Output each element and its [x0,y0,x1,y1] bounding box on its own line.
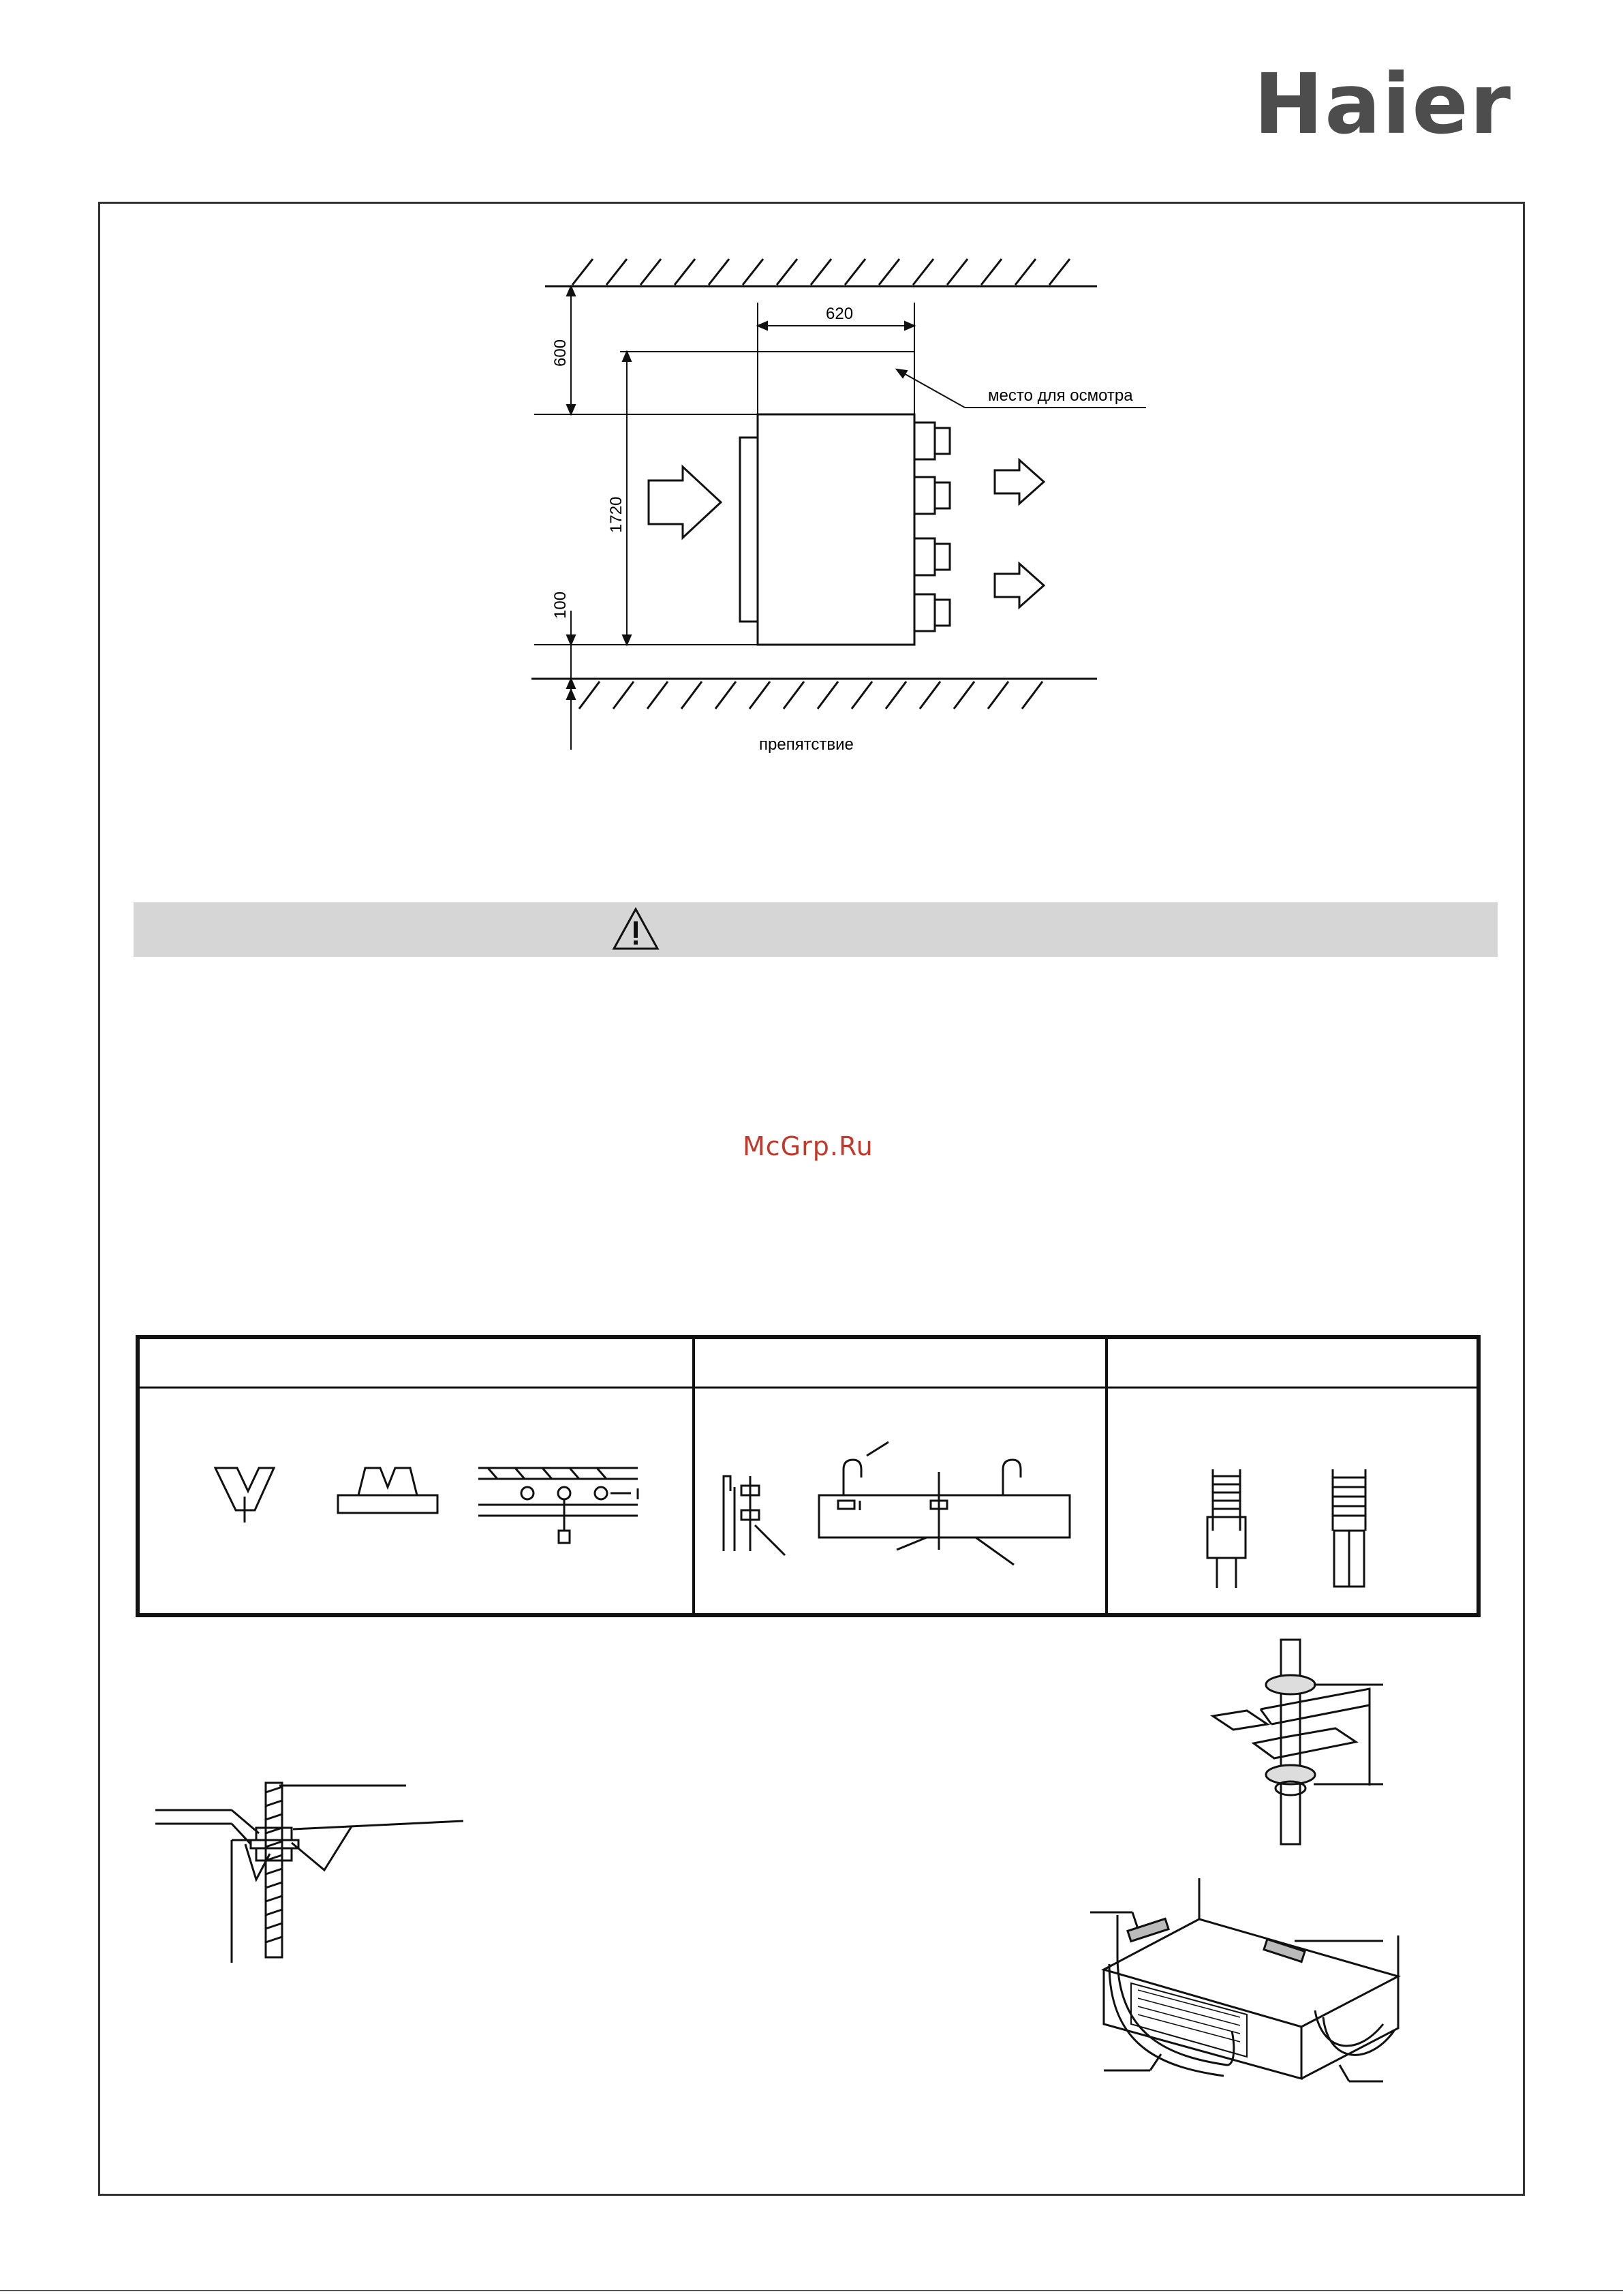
hanger-bolt-detail [136,1772,477,1983]
service-space-label: место для осмотра [988,386,1133,405]
ceiling-hatch [545,259,1097,286]
unit-installation-drawing [1090,1874,1404,2133]
duct-connectors [914,423,950,631]
bracket-detail [1199,1629,1404,1861]
dimension-bottom-label: 100 [551,591,570,619]
air-inlet-arrow-icon [649,467,721,538]
concrete-insert-drawings [215,1468,638,1543]
unit-filter-panel [740,438,758,622]
anchor-bolt-drawings [1207,1469,1365,1588]
air-outlet-arrow-icon [995,460,1044,504]
clearance-diagram [518,245,1186,763]
haier-logo: Haier [1254,56,1513,153]
floor-hatch [531,679,1097,709]
dimension-bottom [534,611,620,750]
dimension-height-label: 1720 [607,496,625,533]
warning-triangle-icon [612,906,660,951]
unit-body [758,414,914,645]
page-footer-rule [0,2290,1623,2291]
dimension-width-label: 620 [826,305,854,323]
mounting-methods-table [134,1333,1485,1619]
dimension-top-label: 600 [551,339,570,367]
obstacle-label: препятствие [759,735,854,754]
warning-bar [134,902,1498,957]
air-outlet-arrow-icon [995,564,1044,607]
steel-beam-drawings [724,1442,1070,1565]
watermark: McGrp.Ru [743,1131,874,1161]
